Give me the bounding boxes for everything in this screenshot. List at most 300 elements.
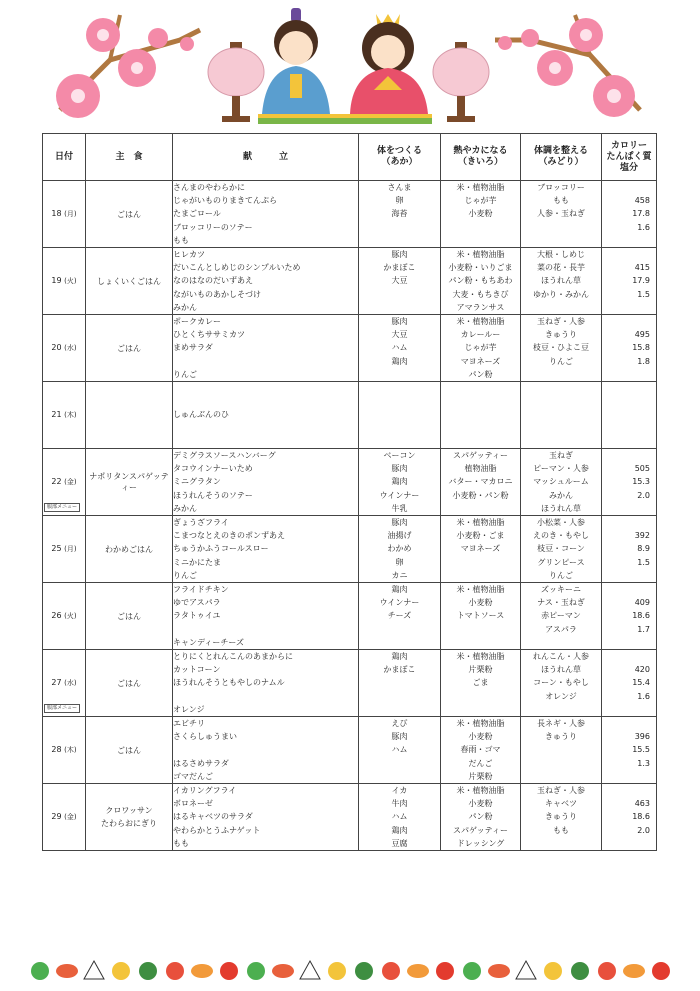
green-food-item: えのき・もやし [533, 531, 589, 541]
green-food-item: ブロッコリー [537, 183, 585, 192]
yellow-food-item: 片栗粉 [468, 771, 493, 781]
nutrition-item: 1.8 [637, 356, 650, 366]
nutrition-item [602, 449, 656, 462]
nutrition-cell [602, 315, 657, 382]
nutrition-item [602, 234, 656, 247]
lantern-left-icon [208, 42, 264, 122]
yellow-food-item: 米・植物油脂 [456, 250, 505, 259]
yellow-food-item: 片栗粉 [468, 665, 493, 675]
red-food-item: ハム [391, 745, 408, 755]
shrimp-icon [623, 964, 645, 978]
red-food-item: 大豆 [391, 276, 408, 286]
yellow-food-item [441, 435, 520, 448]
green-food-item [521, 743, 601, 756]
red-food-item: 鶏肉 [391, 825, 408, 835]
green-food-cell [521, 449, 602, 516]
red-food-item: かまぼこ [383, 263, 416, 273]
nutrition-item: 15.4 [632, 678, 650, 688]
yellow-food-item: 春雨・ゴマ [460, 745, 501, 755]
nutrition-item: 18.6 [632, 611, 650, 621]
green-food-item [521, 368, 601, 381]
nutrition-item: 15.8 [632, 343, 650, 353]
day-number: 26 [51, 611, 62, 620]
nutrition-item [602, 181, 656, 194]
broccoli-icon [463, 962, 481, 980]
plum-blossom-left-icon [56, 15, 200, 118]
red-food-item: 牛乳 [391, 503, 408, 513]
yellow-food-item: 米・植物油脂 [456, 183, 505, 192]
red-food-item: 豚肉 [391, 464, 408, 474]
red-food-item [359, 234, 440, 247]
fish-icon [56, 964, 78, 978]
yellow-food-item [441, 221, 520, 234]
red-food-item [359, 288, 440, 301]
dish-item: りんご [173, 369, 197, 379]
dish-item: ラタトゥイユ [173, 611, 221, 621]
octopus-icon [382, 962, 400, 980]
green-food-item [521, 395, 601, 408]
yellow-food-item [441, 636, 520, 649]
tomato-icon [220, 962, 238, 980]
yellow-food-item [441, 422, 520, 435]
red-food-item: ハム [391, 812, 408, 822]
date-cell [43, 784, 86, 851]
table-row [43, 784, 657, 851]
day-number: 25 [51, 544, 62, 553]
green-food-item: きゅうり [545, 812, 577, 822]
green-food-item [521, 221, 601, 234]
staple-cell [86, 382, 173, 449]
green-food-item: 玉ねぎ・人参 [537, 317, 585, 326]
dish-item: みかん [173, 302, 197, 312]
green-food-item: りんご [549, 570, 573, 580]
green-food-item [521, 770, 601, 783]
green-food-cell [521, 784, 602, 851]
green-food-item: 玉ねぎ・人参 [537, 786, 585, 795]
table-row [43, 717, 657, 784]
yellow-food-cell [441, 717, 521, 784]
nutrition-item [602, 301, 656, 314]
green-food-item [521, 435, 601, 448]
dish-item: ヒレカツ [173, 250, 205, 259]
red-food-item: 豚肉 [391, 518, 408, 527]
red-food-cell [359, 449, 441, 516]
nutrition-item: 409 [634, 598, 650, 608]
nutrition-item: 495 [634, 330, 650, 340]
day-number: 18 [51, 209, 62, 218]
red-food-cell [359, 315, 441, 382]
dish-item: カットコーン [173, 665, 221, 675]
dish-item: さくらしゅうまい [173, 732, 237, 742]
dish-item: エビチリ [173, 719, 205, 728]
green-food-item [521, 837, 601, 850]
nutrition-item: 2.0 [637, 490, 650, 500]
onigiri-icon [300, 961, 320, 979]
onigiri-icon [516, 961, 536, 979]
lunch-menu-table [42, 133, 657, 851]
hattori-menu-badge: 服部メニュー [44, 704, 80, 713]
octopus-icon [166, 962, 184, 980]
red-food-item: ベーコン [383, 451, 416, 460]
nutrition-item [602, 502, 656, 515]
staple-item: クロワッサン [105, 806, 153, 815]
green-food-item: ピーマン・人参 [533, 464, 589, 474]
red-food-item: カニ [391, 570, 408, 580]
green-food-item [521, 408, 601, 421]
green-food-item [521, 382, 601, 395]
dish-item [173, 382, 358, 395]
yellow-food-item [441, 556, 520, 569]
red-food-item [359, 757, 440, 770]
dish-cell [173, 717, 359, 784]
dish-item [173, 422, 358, 435]
dish-item: フライドチキン [173, 585, 229, 594]
yellow-food-item: スパゲッティー [452, 825, 509, 835]
nutrition-item [602, 422, 656, 435]
red-food-item: ウインナー [379, 598, 420, 608]
yellow-food-item: 小麦粉 [468, 209, 493, 219]
date-cell [43, 449, 86, 516]
red-food-item [359, 636, 440, 649]
dish-item: しゅんぶんのひ [173, 410, 229, 420]
yellow-food-item: 米・植物油脂 [456, 585, 505, 594]
green-food-item: アスパラ [545, 624, 577, 634]
shrimp-icon [407, 964, 429, 978]
nutrition-item: 15.3 [632, 477, 650, 487]
nutrition-item: 420 [634, 665, 650, 675]
broccoli-icon [139, 962, 157, 980]
ohinasama-doll-icon [350, 14, 428, 114]
yellow-food-item: だんご [468, 758, 493, 768]
staple-item: ナポリタンスパゲッティー [89, 472, 169, 492]
green-food-item: コーン・もやし [533, 678, 589, 688]
staple-item: ごはん [117, 611, 141, 621]
yellow-food-item: マヨネーズ [460, 544, 501, 554]
staple-cell [86, 516, 173, 583]
red-food-item: 鶏肉 [391, 652, 408, 661]
day-number: 19 [51, 276, 62, 285]
green-food-item: グリンピース [537, 557, 585, 567]
yellow-food-cell [441, 650, 521, 717]
nutrition-item [602, 703, 656, 716]
green-food-item: きゅうり [545, 732, 577, 742]
staple-cell [86, 181, 173, 248]
green-food-cell [521, 315, 602, 382]
green-food-item: ほうれん草 [541, 276, 581, 286]
yellow-food-item: 小麦粉・いりごま [448, 263, 513, 273]
table-row [43, 650, 657, 717]
table-row [43, 583, 657, 650]
nutrition-item: 8.9 [637, 544, 650, 554]
dish-item: ポークカレー [173, 317, 221, 326]
green-food-item: りんご [549, 356, 573, 366]
weekday: (木) [64, 746, 77, 754]
red-food-item: 牛肉 [391, 799, 408, 809]
yellow-food-item: 米・植物油脂 [456, 786, 505, 795]
yellow-food-cell [441, 382, 521, 449]
yellow-food-item [441, 703, 520, 716]
yellow-food-item: 小麦粉・ごま [456, 531, 505, 541]
yellow-food-item: ドレッシング [456, 838, 505, 848]
weekday: (火) [64, 612, 77, 620]
header-staple: 主 食 [86, 134, 173, 181]
table-row [43, 449, 657, 516]
red-food-item: 豚肉 [391, 250, 408, 259]
tomato-icon [652, 962, 670, 980]
dish-item: みかん [173, 503, 197, 513]
header-menu: 献 立 [173, 134, 359, 181]
yellow-food-cell [441, 315, 521, 382]
green-food-item: 人参・玉ねぎ [537, 209, 585, 219]
dish-item: じゃがいものりまきてんぷら [173, 196, 277, 206]
nutrition-item: 1.7 [637, 624, 650, 634]
dish-item: ひとくちササミカツ [173, 330, 245, 340]
yellow-food-item: マヨネーズ [460, 356, 501, 366]
red-food-item [359, 770, 440, 783]
red-food-item: さんま [387, 183, 412, 192]
staple-cell [86, 583, 173, 650]
yellow-food-item: 小麦粉 [468, 598, 493, 608]
date-cell [43, 248, 86, 315]
broccoli-icon [31, 962, 49, 980]
broccoli-icon [355, 962, 373, 980]
red-food-cell [359, 248, 441, 315]
red-food-item: かまぼこ [383, 665, 416, 675]
date-cell [43, 583, 86, 650]
yellow-food-item: パン粉 [468, 369, 493, 379]
yellow-food-item [441, 502, 520, 515]
staple-item: ごはん [117, 209, 141, 219]
red-food-item: 卵 [395, 196, 404, 206]
date-cell [43, 382, 86, 449]
dish-item [173, 623, 358, 636]
yellow-food-item [441, 382, 520, 395]
table-header-row [43, 134, 657, 181]
yellow-food-item: 小麦粉・パン粉 [452, 490, 509, 500]
red-food-item: 豚肉 [391, 317, 408, 326]
nutrition-cell [602, 181, 657, 248]
red-food-item: 豆腐 [391, 838, 408, 848]
red-food-item [359, 703, 440, 716]
green-food-item: 長ネギ・人参 [537, 719, 585, 728]
nutrition-cell [602, 717, 657, 784]
dish-item: タコウインナーいため [173, 464, 253, 474]
tomato-icon [436, 962, 454, 980]
staple-item: ごはん [117, 745, 141, 755]
dish-item [173, 395, 358, 408]
nutrition-item: 1.6 [637, 222, 650, 232]
red-food-item: イカ [391, 786, 408, 795]
nutrition-item [602, 435, 656, 448]
nutrition-item [602, 650, 656, 663]
red-food-item: 大豆 [391, 330, 408, 340]
red-food-cell [359, 181, 441, 248]
dish-item: ぎょうざフライ [173, 518, 229, 527]
dish-cell [173, 583, 359, 650]
dish-item [173, 435, 358, 448]
date-cell [43, 315, 86, 382]
red-food-cell [359, 717, 441, 784]
nutrition-item: 1.5 [637, 557, 650, 567]
green-food-item [521, 422, 601, 435]
dish-item: さんまのやわらかに [173, 183, 245, 192]
green-food-cell [521, 382, 602, 449]
day-number: 29 [51, 812, 62, 821]
yellow-food-cell [441, 583, 521, 650]
nutrition-item: 2.0 [637, 825, 650, 835]
green-food-item [521, 301, 601, 314]
green-food-item [521, 636, 601, 649]
nutrition-item: 17.9 [632, 276, 650, 286]
nutrition-item: 396 [634, 732, 650, 742]
red-food-item [359, 301, 440, 314]
egg-icon [112, 962, 130, 980]
yellow-food-item [441, 690, 520, 703]
yellow-food-cell [441, 516, 521, 583]
green-food-item [521, 757, 601, 770]
red-food-item: 海苔 [391, 209, 408, 219]
yellow-food-item: カレールー [460, 330, 501, 340]
green-food-cell [521, 717, 602, 784]
day-number: 21 [51, 410, 62, 419]
staple-cell [86, 717, 173, 784]
nutrition-item [602, 248, 656, 261]
yellow-food-item: 大麦・もちきび [452, 289, 509, 299]
green-food-item: マッシュルーム [533, 477, 589, 487]
day-number: 20 [51, 343, 62, 352]
dish-item: はるキャベツのサラダ [173, 812, 253, 822]
yellow-food-item: トマトソース [456, 611, 505, 621]
yellow-food-item: 小麦粉 [468, 799, 493, 809]
date-cell [43, 650, 86, 717]
dish-item: まめサラダ [173, 343, 213, 353]
dish-item [173, 690, 358, 703]
yellow-food-item [441, 569, 520, 582]
yellow-food-item: バター・マカロニ [448, 477, 513, 487]
green-food-item: もも [553, 825, 569, 835]
day-number: 28 [51, 745, 62, 754]
nutrition-item [602, 408, 656, 421]
red-food-cell [359, 516, 441, 583]
food-icons-border [28, 955, 678, 985]
red-food-cell [359, 583, 441, 650]
dish-cell [173, 181, 359, 248]
odairisama-doll-icon [262, 8, 330, 114]
green-food-item [521, 234, 601, 247]
dish-item: たまごロール [173, 209, 221, 219]
date-cell [43, 516, 86, 583]
nutrition-item [602, 315, 656, 328]
header-nutrition: カロリー たんぱく質 塩分 [602, 134, 657, 181]
nutrition-item [602, 837, 656, 850]
red-food-item: わかめ [387, 544, 412, 554]
date-cell [43, 181, 86, 248]
dish-cell [173, 248, 359, 315]
octopus-icon [598, 962, 616, 980]
nutrition-item [602, 395, 656, 408]
fish-icon [488, 964, 510, 978]
dish-item [173, 355, 358, 368]
dish-cell [173, 784, 359, 851]
green-food-item: ほうれん草 [541, 503, 581, 513]
green-food-item: キャベツ [545, 799, 577, 809]
nutrition-item [602, 770, 656, 783]
nutrition-item [602, 368, 656, 381]
plum-blossom-right-icon [495, 15, 640, 117]
green-food-item: 枝豆・コーン [537, 544, 585, 554]
nutrition-cell [602, 784, 657, 851]
green-food-item: もも [553, 196, 569, 206]
nutrition-item [602, 382, 656, 395]
dish-item: なのはなのだいずあえ [173, 276, 253, 286]
yellow-food-item [441, 395, 520, 408]
weekday: (水) [64, 344, 77, 352]
staple-item: たわらおにぎり [101, 819, 157, 828]
dish-item: ほうれんそうのソテー [173, 490, 253, 500]
dish-item: オレンジ [173, 704, 205, 714]
header-green-group: 体調を整える （みどり） [521, 134, 602, 181]
red-food-item [359, 623, 440, 636]
green-food-item: ズッキーニ [541, 585, 581, 594]
nutrition-item: 1.5 [637, 289, 650, 299]
green-food-cell [521, 650, 602, 717]
dish-item: もも [173, 838, 189, 848]
nutrition-item: 505 [634, 464, 650, 474]
green-food-item: 玉ねぎ [549, 451, 573, 460]
yellow-food-item: 米・植物油脂 [456, 652, 505, 661]
red-food-item: えび [391, 719, 408, 728]
yellow-food-item [441, 623, 520, 636]
green-food-cell [521, 516, 602, 583]
nutrition-item: 463 [634, 799, 650, 809]
weekday: (水) [64, 679, 77, 687]
nutrition-item [602, 516, 656, 529]
yellow-food-item: 米・植物油脂 [456, 719, 505, 728]
red-food-item: 油揚げ [387, 531, 412, 541]
nutrition-cell [602, 382, 657, 449]
dish-item: ミニグラタン [173, 477, 221, 487]
red-food-item [359, 690, 440, 703]
green-food-item: 大根・しめじ [537, 250, 585, 259]
dish-cell [173, 382, 359, 449]
yellow-food-cell [441, 784, 521, 851]
yellow-food-item: ごま [472, 678, 489, 688]
green-food-item: 赤ピーマン [541, 611, 581, 621]
hattori-menu-badge: 服部メニュー [44, 503, 80, 512]
staple-cell [86, 449, 173, 516]
dish-item: とりにくとれんこんのあまからに [173, 652, 293, 661]
nutrition-item [602, 583, 656, 596]
green-food-cell [521, 248, 602, 315]
header-date: 日付 [43, 134, 86, 181]
dish-item: ゆでアスパラ [173, 598, 221, 608]
lantern-right-icon [433, 42, 489, 122]
egg-icon [544, 962, 562, 980]
green-food-item: ナス・玉ねぎ [537, 598, 585, 608]
red-food-item [359, 676, 440, 689]
nutrition-item: 15.5 [632, 745, 650, 755]
red-food-item: ウインナー [379, 490, 420, 500]
nutrition-cell [602, 449, 657, 516]
yellow-food-item: 米・植物油脂 [456, 518, 505, 527]
nutrition-item [602, 569, 656, 582]
staple-cell [86, 248, 173, 315]
green-food-item: 菜の花・長芋 [537, 263, 585, 273]
day-number: 27 [51, 678, 62, 687]
yellow-food-item: アマランサス [456, 302, 505, 312]
dish-cell [173, 516, 359, 583]
weekday: (月) [64, 210, 77, 218]
